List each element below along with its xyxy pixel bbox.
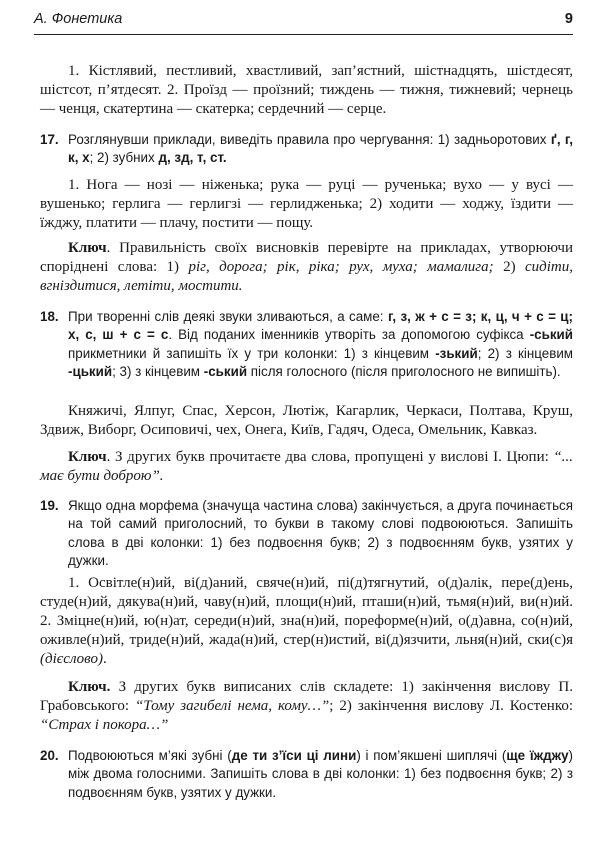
exercise-17-examples: 1. Нога — нозі — ніженька; рука — руці — рученька; вухо — у вусі — вушенько; герлига — герлигзі — герлидженька; 2) ходити — ходжу, їздити — їжджу, платити — плачу, постити — пощу. — [40, 177, 573, 231]
running-header — [34, 8, 573, 35]
key-label: Ключ — [68, 449, 107, 465]
exercise-number: 17. — [40, 132, 59, 147]
section-title: А. Фонетика — [34, 11, 123, 27]
exercise-17-key: Ключ. Правильність своїх висновків перевірте на прикладах, утворюючи споріднені слова: 1) ріг, дорога; рік, ріка; рух, муха; мамалига; 2) сидіти, вгніздитися, летіти, мостити. — [40, 240, 573, 294]
exercise-number: 20. — [40, 748, 59, 763]
exercise-18-key: Ключ. З других букв прочитаєте два слова, пропущені у вислові І. Цюпи: “... має бути доброю”. — [40, 449, 573, 484]
exercise-19-key: Ключ. З других букв виписаних слів складете: 1) закінчення вислову П. Грабовського: “Тому загибелі нема, кому…”; 2) закінчення вислову Л. Костенко: “Страх і покора…” — [40, 679, 574, 733]
exercise-number: 18. — [40, 309, 59, 324]
exercise-20-instruction: 20. Подвоюються м’які зубні (де ти з’їси ці лини) і пом’якшені шиплячі (ще їжджу) між двома голосними. Запишіть слова в дві колонки: 1) без подвоєння букв; 2) з подвоєнням букв, узятих у дужки. — [40, 748, 574, 800]
exercise-18-examples: Княжичі, Ялпуг, Спас, Херсон, Лютіж, Кагарлик, Черкаси, Полтава, Круш, Здвиж, Виборг, Осиповичі, чех, Онега, Київ, Гадяч, Одеса, Омельник, Кавказ. — [40, 403, 573, 438]
exercise-19-examples: 1. Освітле(н)ий, ві(д)аний, свяче(н)ий, пі(д)тягнутий, о(д)алік, пере(д)ень, студе(н)ий, дякува(н)ий, чаву(н)ий, площи(н)ий, пташи(н)ий, тьмя(н)ий, ви(н)ий. 2. Змiцне(н)ий, ю(н)ат, середи(н)ий, зна(н)ий, пореформе(н)ий, о(д)авна, со(н)ий, оживле(н)ий, триде(н)ий, жада(н)ий, стер(н)истий, ві(д)язчити, льня(н)ий, ски(с)я (дієслово). — [40, 575, 573, 667]
exercise-18-instruction: 18. При творенні слів деякі звуки зливаються, а саме: г, з, ж + с = з; к, ц, ч + с = ц; х, с, ш + с = с. Від поданих іменників утворіть за допомогою суфікса -ський прикметники й запишіть їх у три колонки: 1) з кінцевим -зький; 2) з кінцевим -цький; 3) з кінцевим -ський після голосного (після приголосного не випишіть). — [40, 309, 574, 380]
exercise-17-instruction: 17. Розглянувши приклади, виведіть правила про чергування: 1) задньоротових ґ, г, к, х; 2) зубних д, зд, т, ст. — [40, 132, 574, 166]
exercise-19-instruction: 19. Якщо одна морфема (значуща частина слова) закінчується, а друга починається на той самий приголосний, то букви в такому слові подвоюються. Запишіть слова в дві колонки: 1) без подвоєння букв; 2) з подвоєнням букв, узятих у дужки. — [40, 498, 573, 569]
examples-continued: 1. Кістлявий, пестливий, хвастливий, зап’ястний, шістнадцять, шістдесят, шістсот, п’ятдесят. 2. Проїзд — проїзний; тиждень — тижня, тижневий; чернець — ченця, скатертина — скатерка; сердечний — серце. — [40, 63, 573, 117]
key-label: Ключ. — [68, 679, 111, 695]
exercise-number: 19. — [40, 498, 59, 513]
page-number: 9 — [564, 11, 573, 27]
key-label: Ключ — [68, 240, 107, 256]
